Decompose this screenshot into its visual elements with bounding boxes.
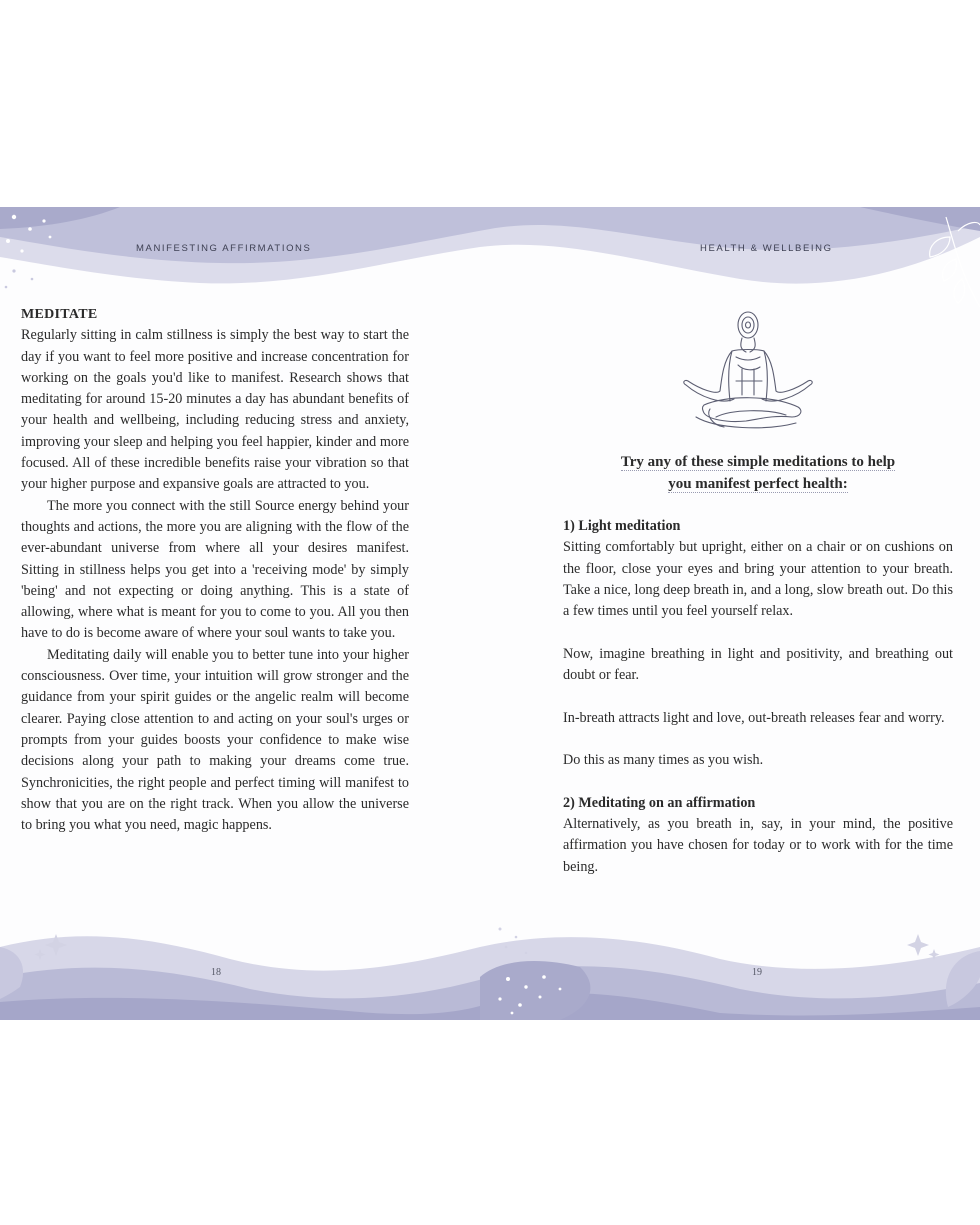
dots-top-left-outer bbox=[5, 269, 34, 288]
running-head-right: HEALTH & WELLBEING bbox=[700, 243, 833, 254]
intro-line-2: you manifest perfect health: bbox=[668, 476, 848, 492]
right-page-text bbox=[563, 516, 953, 878]
body-paragraph: Now, imagine breathing in light and positivity, and breathing out doubt or fear. bbox=[563, 645, 953, 684]
meditation-intro bbox=[563, 451, 953, 495]
intro-line-1: Try any of these simple meditations to help bbox=[620, 454, 896, 470]
body-paragraph: In-breath attracts light and love, out-breath releases fear and worry. bbox=[563, 709, 945, 726]
meditating-figure-icon bbox=[676, 305, 826, 437]
body-paragraph: Alternatively, as you breath in, say, in your mind, the positive affirmation you have chosen for today or to work with for the time being. bbox=[563, 816, 953, 875]
section-title-affirmation: 2) Meditating on an affirmation bbox=[563, 794, 756, 811]
body-paragraph: The more you connect with the still Source energy behind your thoughts and actions, the more you are aligning with the flow of the ever-abundant universe from where all your desires manifest. Sitting in stillness helps you get into a 'receiving mode' by simply 'being' and not expecting or doing anything. This is a state of allowing, where what is meant for you to come to you. All you then have to do is become aware of where your soul wants to take you. bbox=[21, 497, 409, 642]
page-number-left: 18 bbox=[211, 967, 221, 978]
left-page-text bbox=[21, 304, 409, 836]
bottom-center-wave bbox=[480, 961, 590, 1020]
section-heading: MEDITATE bbox=[21, 307, 98, 322]
body-paragraph: Do this as many times as you wish. bbox=[563, 752, 764, 769]
section-title-light-meditation: 1) Light meditation bbox=[563, 518, 681, 534]
page-number-right: 19 bbox=[752, 967, 762, 978]
body-paragraph: Sitting comfortably but upright, either on a chair or on cushions on the floor, close your eyes and bring your attention to your breath. Take a nice, long deep breath in, and a long, slow breath out. Do this a few times until you feel yourself relax. bbox=[563, 539, 953, 620]
book-spread bbox=[0, 207, 980, 1020]
body-paragraph: Meditating daily will enable you to better tune into your higher consciousness. Over time, your intuition will grow stronger and the guidance from your spirit guides or the angelic realm will become clearer. Paying close attention to and acting on your soul's urges or prompts from your guides boosts your confidence to make wise decisions along your path to making your dreams come true. Synchronicities, the right people and perfect timing will manifest to show that you are on the right track. When you allow the universe to bring you what you need, magic happens. bbox=[21, 646, 409, 834]
body-paragraph: Regularly sitting in calm stillness is simply the best way to start the day if you want to feel more positive and increase concentration for working on the goals you'd like to manifest. Research shows that meditating for around 15-20 minutes a day has abundant benefits of your health and wellbeing, including reducing stress and anxiety, improving your sleep and helping you feel happier, kinder and more focused. All of these incredible benefits raise your vibration so that your higher purpose and expansive goals are attracted to you. bbox=[21, 327, 409, 493]
running-head-left: MANIFESTING AFFIRMATIONS bbox=[136, 243, 312, 254]
